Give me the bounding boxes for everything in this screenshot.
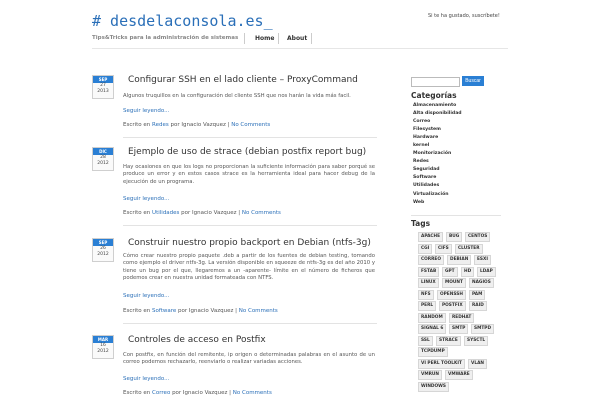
post-date (92, 238, 114, 262)
nav-divider (311, 33, 312, 44)
post-month: SEP (93, 239, 113, 246)
read-more-link[interactable]: Seguir leyendo... (123, 376, 170, 382)
category-item[interactable]: Virtualización (413, 191, 449, 197)
post-meta (123, 122, 270, 128)
category-link[interactable]: Software (152, 308, 177, 314)
tag-item[interactable]: NAGIOS (469, 278, 494, 288)
tag-item[interactable]: LDAP (477, 267, 496, 277)
post-divider (123, 137, 377, 138)
tag-item[interactable]: RANDOM (418, 313, 446, 323)
nav-about[interactable]: About (287, 35, 308, 42)
tag-item[interactable]: GPT (442, 267, 458, 277)
tag-item[interactable]: CIFS (435, 244, 452, 254)
tag-item[interactable]: RAID (469, 301, 487, 311)
tag-item[interactable]: SIGNAL 6 (418, 324, 446, 334)
tag-item[interactable]: OPENSSH (437, 290, 466, 300)
category-item[interactable]: Hardware (413, 135, 439, 141)
tag-item[interactable]: DEBIAN (447, 255, 471, 265)
post-title-link[interactable]: Ejemplo de uso de strace (debian postfix report bug) (128, 147, 367, 157)
tag-item[interactable]: FSTAB (418, 267, 439, 277)
tag-item[interactable]: CLUSTER (455, 244, 483, 254)
tag-item[interactable]: BUG (446, 232, 462, 242)
tag-item[interactable]: TCPDUMP (418, 347, 448, 357)
tag-item[interactable]: WINDOWS (418, 382, 449, 392)
post-title-link[interactable]: Configurar SSH en el lado cliente – ProxyCommand (128, 75, 358, 85)
category-item[interactable]: Monitorización (413, 151, 452, 157)
post-year: 2012 (97, 161, 109, 166)
site-title[interactable]: # desdelaconsola.es_ (92, 12, 273, 30)
post-day: 16 (100, 343, 106, 348)
category-item[interactable]: Almacenamiento (413, 103, 457, 108)
tag-item[interactable]: VMWARE (445, 370, 473, 380)
post-year: 2013 (97, 89, 109, 94)
post-excerpt: Hay ocasiones en que los logs no proporcionan la suficiente información para saber porqué se produce un error y en estos casos strace es la herramienta ideal para hacer debug de la ejecución de un programa. (123, 164, 375, 185)
tag-item[interactable]: REDHAT (449, 313, 474, 323)
tag-item[interactable]: SSL (418, 336, 433, 346)
nav-home[interactable]: Home (255, 35, 275, 42)
category-item[interactable]: Correo (413, 119, 431, 125)
post-title-link[interactable]: Controles de acceso en Postfix (128, 335, 266, 345)
category-item[interactable]: Seguridad (413, 167, 440, 173)
post-title-link[interactable]: Construir nuestro propio backport en Debian (ntfs-3g) (128, 238, 371, 248)
categories-heading: Categorías (411, 91, 457, 100)
post-date (92, 335, 114, 359)
tag-item[interactable]: SMTPD (471, 324, 494, 334)
category-link[interactable]: Correo (152, 390, 171, 396)
category-link[interactable]: Utilidades (152, 210, 180, 216)
post-day: 26 (100, 246, 106, 251)
tag-item[interactable]: CGI (418, 244, 432, 254)
tag-item[interactable]: VMRUN (418, 370, 442, 380)
meta-prefix: Escrito en (123, 210, 151, 216)
post-excerpt: Algunos truquillos en la configuración del cliente SSH que nos harán la vida más facil. (123, 93, 351, 99)
meta-author: por Ignacio Vazquez | (170, 122, 230, 128)
post-month: DIC (93, 148, 113, 155)
tag-item[interactable]: LINUX (418, 278, 439, 288)
sidebar-divider (411, 215, 501, 216)
nav-bar (92, 33, 508, 45)
category-item[interactable]: Utilidades (413, 183, 440, 189)
tag-item[interactable]: NFS (418, 290, 434, 300)
read-more-link[interactable]: Seguir leyendo... (123, 293, 170, 299)
tags-heading: Tags (411, 219, 431, 228)
post-month: MAR (93, 336, 113, 343)
tag-item[interactable]: SMTP (449, 324, 468, 334)
post-meta (123, 210, 281, 216)
meta-author: por Ignacio Vazquez | (178, 308, 237, 314)
post-day: 28 (100, 155, 106, 160)
post-year: 2012 (97, 349, 109, 354)
category-item[interactable]: Web (413, 199, 425, 205)
post-year: 2012 (97, 252, 109, 257)
meta-author: por Ignacio Vazquez | (181, 210, 241, 216)
comments-link[interactable]: No Comments (232, 390, 272, 396)
read-more-link[interactable]: Seguir leyendo... (123, 108, 170, 114)
category-item[interactable]: Filesystem (413, 127, 441, 133)
post-meta (123, 390, 272, 396)
category-item[interactable]: Redes (413, 159, 429, 165)
tag-item[interactable]: POSTFIX (439, 301, 466, 311)
meta-prefix: Escrito en (123, 308, 151, 314)
post-divider (123, 225, 377, 226)
category-link[interactable]: Redes (152, 122, 169, 128)
post-divider (123, 323, 377, 324)
read-more-link[interactable]: Seguir leyendo... (123, 196, 170, 202)
tag-item[interactable]: APACHE (418, 232, 443, 242)
post-excerpt: Con postfix, en función del remitente, ip origen o determinadas palabras en el asunto de un correo podemos rechazarlo, reenviarlo o realizar variadas acciones. (123, 352, 375, 366)
nav-divider (244, 33, 245, 44)
post-date (92, 147, 114, 171)
post-day: 27 (100, 83, 106, 88)
category-item[interactable]: Alta disponibilidad (413, 111, 462, 117)
site-tagline: Tips&Tricks para la administración de sistemas (92, 35, 239, 41)
header-divider (92, 48, 508, 49)
nav-divider (278, 33, 279, 44)
meta-prefix: Escrito en (123, 390, 151, 396)
comments-link[interactable]: No Comments (238, 308, 278, 314)
category-item[interactable]: kernel (413, 143, 430, 149)
comments-link[interactable]: No Comments (241, 210, 281, 216)
subscribe-link[interactable]: Si te ha gustado, suscríbete! (428, 13, 500, 19)
tag-item[interactable]: CORREO (418, 255, 444, 265)
tag-item[interactable]: CENTOS (465, 232, 490, 242)
tag-item[interactable]: PAM (469, 290, 485, 300)
tag-item[interactable]: STRACE (436, 336, 461, 346)
meta-prefix: Escrito en (123, 122, 151, 128)
tag-item[interactable]: SYSCTL (464, 336, 488, 346)
tag-item[interactable]: MOUNT (442, 278, 466, 288)
search-input[interactable] (411, 77, 460, 87)
post-excerpt: Cómo crear nuestro propio paquete .deb a partir de los fuentes de debian testing, tomando como ejemplo el driver ntfs-3g. La versión disponible en squeeze de ntfs-3g es del año 2010 y tiene un bug por el que, llegaremos a un -aparente- límite en el número de ficheros que podemos crear en nuestra unidad formateada con NTFS. (123, 253, 375, 282)
tag-item[interactable]: VLAN (468, 359, 487, 369)
comments-link[interactable]: No Comments (231, 122, 271, 128)
categories-list (413, 102, 462, 207)
tag-item[interactable]: HD (461, 267, 474, 277)
post-date (92, 75, 114, 99)
tag-item[interactable]: VI PERL TOOLKIT (418, 359, 465, 369)
post-month: SEP (93, 76, 113, 83)
search-button[interactable]: Buscar (462, 76, 484, 86)
tag-item[interactable]: PERL (418, 301, 436, 311)
tag-item[interactable]: ESXI (474, 255, 491, 265)
meta-author: por Ignacio Vazquez | (172, 390, 232, 396)
category-item[interactable]: Software (413, 175, 437, 181)
post-meta (123, 308, 278, 314)
